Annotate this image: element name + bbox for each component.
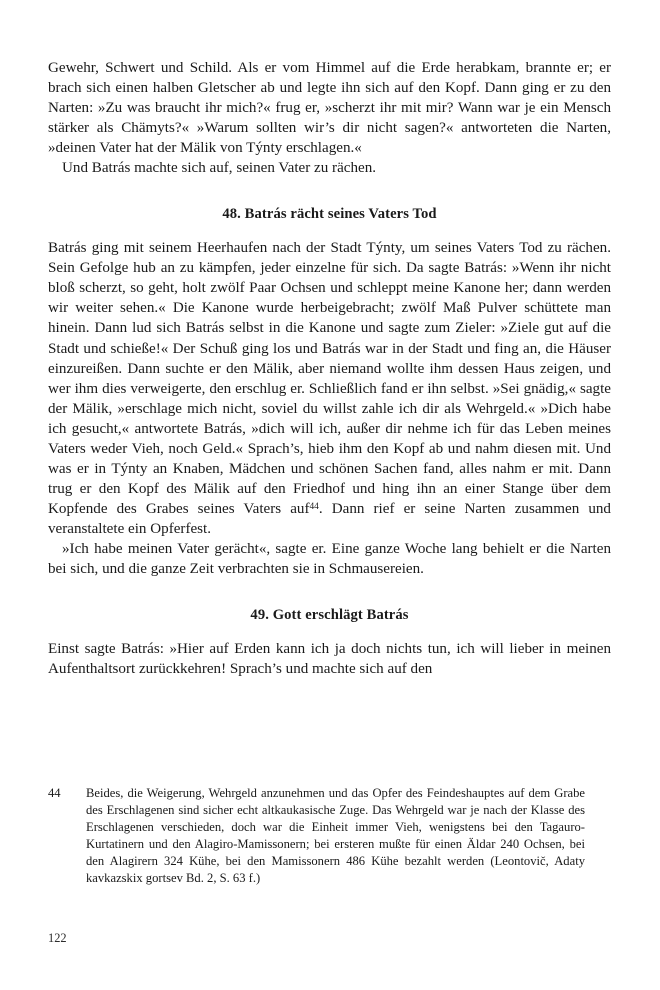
page-number: 122 [48, 931, 67, 945]
footnote-entry-44 [48, 785, 585, 888]
footnote-marker-44[interactable]: 44 [309, 501, 319, 512]
paragraph-48-1-text-after-footnote: . Dann rief er seine Narten zusammen und veranstaltete ein Opferfest. [48, 500, 611, 537]
page-text-column [48, 58, 611, 679]
footnote-text-44: Beides, die Weigerung, Wehrgeld anzunehmen und das Opfer des Feindeshauptes auf dem Grabe des Erschlagenen sind sicher echt altkaukasische Zuge. Das Wehrgeld war je nach der Klasse des Erschlagenen verschieden, doch war die Einheit immer Vieh, wenigstens bei den Tagauro-Kurtatinern und den Alagiro-Mamissonern; bei ersteren mußte für einen Äldar 240 Ochsen, bei den Alagirern 324 Kühe, bei den Mamissonern 486 Kühe bezahlt werden (Leontovič, Adaty kavkazskix gortsev Bd. 2, S. 63 f.) [86, 786, 585, 886]
spacer-after-heading-48 [48, 224, 611, 238]
spacer-before-heading-48 [48, 178, 611, 204]
section-heading-48: 48. Batrás rächt seines Vaters Tod [222, 206, 437, 223]
paragraph-batras-aufbruch: Und Batrás machte sich auf, seinen Vater zu rächen. [62, 160, 377, 177]
spacer-after-heading-49 [48, 625, 611, 639]
paragraph-48-1 [48, 238, 611, 539]
section-heading-49: 49. Gott erschlägt Batrás [250, 607, 409, 624]
footnote-number-44[interactable]: 44 [48, 786, 61, 800]
spacer-before-heading-49 [48, 579, 611, 605]
paragraph-48-1-text-before-footnote: Batrás ging mit seinem Heerhaufen nach der Stadt Týnty, um seines Vaters Tod zu rächen. Sein Gefolge hub an zu kämpfen, jeder einzelne für sich. Da sagte Batrás: »Wenn ihr nicht bloß scherzt, so geht, holt zwölf Paar Ochsen und schleppt meine Kanone her; dann werden wir weiter sehen.« Die Kanone wurde herbeigebracht; zwölf Maß Pulver schüttete man hinein. Dann lud sich Batrás selbst in die Kanone und sagte zum Zieler: »Ziele gut auf die Stadt und schieße!« Der Schuß ging los und Batrás war in der Stadt und fing an, die Häuser einzureißen. Dann suchte er den Mälik, aber niemand wollte ihm dessen Haus zeigen, und wer ihm dies verweigerte, den erschlug er. Schließlich fand er ihn selbst. »Sei gnädig,« sagte der Mälik, »erschlage mich nicht, soviel du willst zahle ich dir als Wehrgeld.« »Dich habe ich gesucht,« antwortete Batrás, »dich will ich, außer dir nehme ich für das Leben meines Vaters weder Vieh, noch Geld.« Sprach’s, hieb ihm den Kopf ab und nahm diesen mit. Und was er in Týnty an Knaben, Mädchen und schönen Sachen fand, alles nahm er mit. Dann trug er den Kopf des Mälik auf den Friedhof und hing ihn an einer Stange über dem Kopfende des Grabes seines Vaters auf [48, 240, 611, 517]
paragraph-48-2: »Ich habe meinen Vater gerächt«, sagte er. Eine ganze Woche lang behielt er die Narten bei sich, und die ganze Zeit verbrachten sie in Schmausereien. [48, 540, 611, 578]
paragraph-continued-opening: Gewehr, Schwert und Schild. Als er vom Himmel auf die Erde herabkam, brannte er; er brach sich einen halben Gletscher ab und legte ihn sich auf den Kopf. Dann ging er zu den Narten: »Zu was braucht ihr mich?« frug er, »scherzt ihr mit mir? Wann war je ein Mensch stärker als Chämyts?« »Warum sollten wir’s dir nicht sagen?« antworteten die Narten, »deinen Vater hat der Mälik von Týnty erschlagen.« [48, 60, 611, 157]
paragraph-49-1: Einst sagte Batrás: »Hier auf Erden kann ich ja doch nichts tun, ich will lieber in meinen Aufenthaltsort zurückkehren! Sprach’s und machte sich auf den [48, 641, 611, 678]
footnote-area [48, 785, 585, 888]
